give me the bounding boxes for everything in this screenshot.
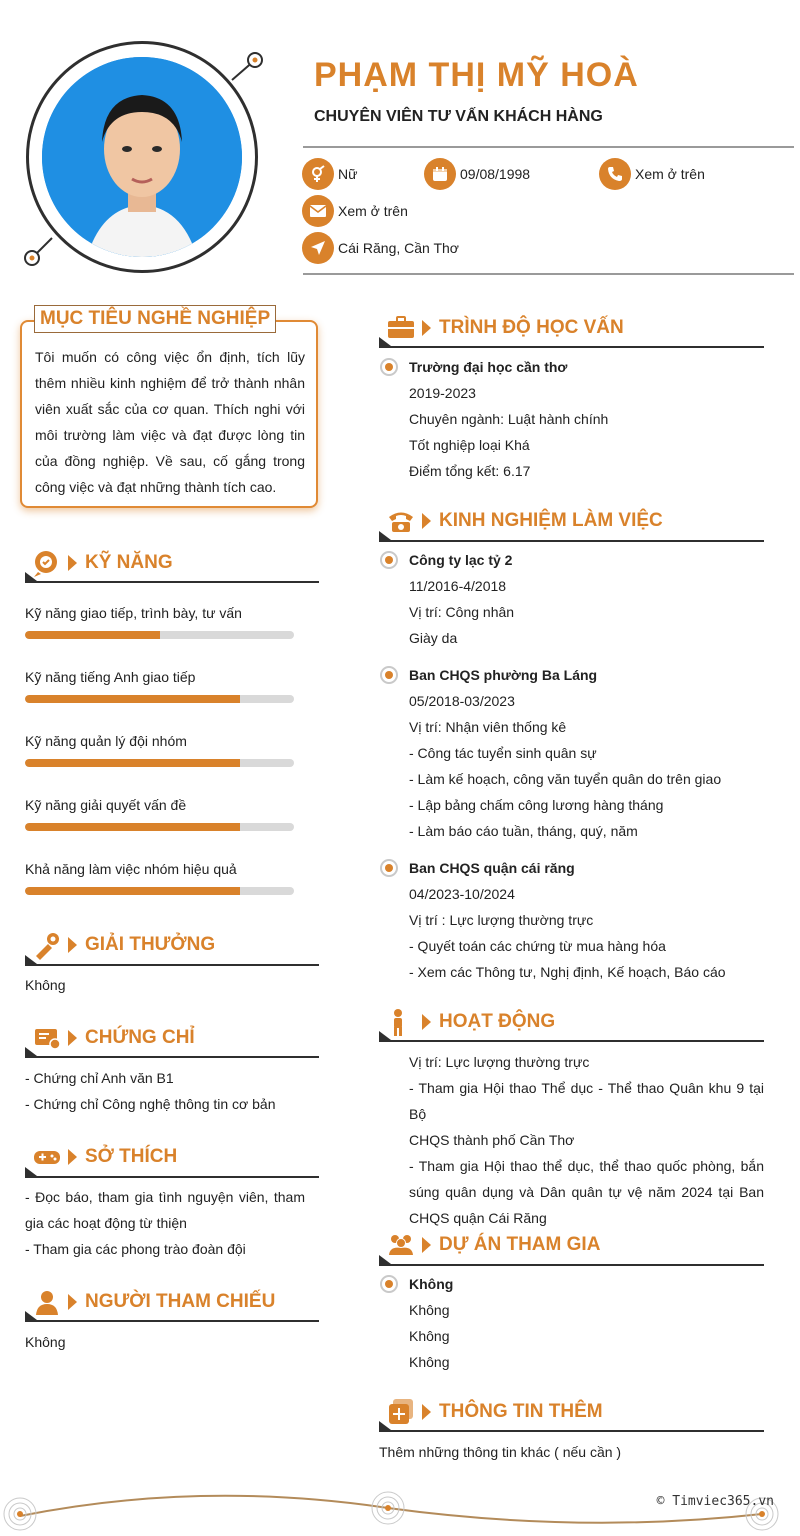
email-value: Xem ở trên: [338, 203, 408, 219]
awards-text: Không: [25, 977, 66, 993]
certificates-line: [25, 1056, 319, 1058]
hobby-line: gia các hoạt động từ thiện: [25, 1215, 187, 1231]
job-line: - Làm báo cáo tuần, tháng, quý, năm: [409, 823, 638, 839]
skill-bar: [25, 759, 294, 767]
hobby-line: - Tham gia các phong trào đoàn đội: [25, 1241, 246, 1257]
experience-header: [386, 506, 663, 536]
extra-line: [379, 1430, 764, 1432]
skill-name: Kỹ năng giải quyết vấn đề: [25, 797, 187, 813]
address-value: Cái Răng, Cần Thơ: [338, 240, 459, 256]
activity-line: súng quân dụng và Dân quân tự vệ năm 2024 tại Ban: [409, 1184, 764, 1200]
job-line: Vị trí: Công nhân: [409, 604, 515, 620]
experience-line: [379, 540, 764, 542]
certificate-item: - Chứng chỉ Công nghệ thông tin cơ bản: [25, 1096, 276, 1112]
company-name: Ban CHQS quận cái răng: [409, 860, 575, 876]
certificates-header: [32, 1023, 195, 1053]
activity-line: Vị trí: Lực lượng thường trực: [409, 1054, 590, 1070]
skill-bar: [25, 823, 294, 831]
project-entry: [409, 1271, 453, 1375]
awards-line: [25, 964, 319, 966]
job-line: - Lập bảng chấm công lương hàng tháng: [409, 797, 664, 813]
gender-icon: [302, 158, 334, 190]
activity-line: CHQS quận Cái Răng: [409, 1210, 547, 1226]
certificates-corner: [25, 1047, 37, 1056]
extra-corner: [379, 1421, 391, 1430]
email-icon: [302, 195, 334, 227]
job-line: - Công tác tuyển sinh quân sự: [409, 745, 597, 761]
extra-header: [386, 1397, 603, 1427]
timeline-bullet: [380, 1275, 398, 1293]
dob-info: [424, 158, 530, 190]
awards-title: GIẢI THƯỞNG: [85, 934, 216, 955]
references-text: Không: [25, 1334, 66, 1350]
skill-name: Khả năng làm việc nhóm hiệu quả: [25, 861, 237, 877]
skill-name: Kỹ năng quản lý đội nhóm: [25, 733, 187, 749]
projects-line: [379, 1264, 764, 1266]
hobbies-line: [25, 1176, 319, 1178]
project-name: Không: [409, 1276, 454, 1292]
location-icon: [302, 232, 334, 264]
gender-info: [302, 158, 357, 190]
references-header: [32, 1287, 275, 1317]
education-header: [386, 313, 624, 343]
gender-value: Nữ: [338, 166, 358, 182]
company-name: Ban CHQS phường Ba Láng: [409, 667, 598, 683]
extra-title: THÔNG TIN THÊM: [439, 1401, 603, 1422]
address-info: [302, 232, 459, 264]
skills-line: [25, 581, 319, 583]
activity-line: CHQS thành phố Cần Thơ: [409, 1132, 575, 1148]
education-line: [379, 346, 764, 348]
timeline-bullet: [380, 859, 398, 877]
references-line: [25, 1320, 319, 1322]
activity-line: - Tham gia Hội thao thể dục, thể thao quốc phòng, bắn: [409, 1158, 764, 1174]
objective-text: Tôi muốn có công việc ổn định, tích lũy thêm nhiều kinh nghiệm để trở thành nhân viên xuất sắc của cơ quan. Thích nghi với môi trường làm việc và đạt được lòng tin của đồng nghiệp. Về sau, cố gắng trong công việc và đạt những thành tích cao.: [35, 349, 305, 495]
dob-value: 09/08/1998: [460, 166, 531, 182]
job-line: - Xem các Thông tư, Nghị định, Kế hoạch, Báo cáo: [409, 964, 726, 980]
avatar: [42, 57, 242, 257]
experience-corner: [379, 531, 391, 540]
references-corner: [25, 1311, 37, 1320]
job-line: - Quyết toán các chứng từ mua hàng hóa: [409, 938, 666, 954]
job-line: Vị trí: Nhận viên thống kê: [409, 719, 567, 735]
projects-header: [386, 1230, 600, 1260]
job-line: Giày da: [409, 630, 458, 646]
hobbies-corner: [25, 1167, 37, 1176]
timeline-bullet: [380, 666, 398, 684]
education-period: 2019-2023: [409, 385, 476, 401]
education-corner: [379, 337, 391, 346]
activities-title: HOẠT ĐỘNG: [439, 1011, 556, 1032]
phone-icon: [599, 158, 631, 190]
timeline-bullet: [380, 551, 398, 569]
candidate-name: PHẠM THỊ MỸ HOÀ: [314, 56, 639, 94]
job-entry: [409, 547, 514, 651]
job-line: - Làm kế hoạch, công văn tuyển quân do trên giao: [409, 771, 722, 787]
project-line: Không: [409, 1354, 450, 1370]
experience-title: KINH NGHIỆM LÀM VIỆC: [439, 510, 663, 531]
skills-title: KỸ NĂNG: [85, 552, 173, 573]
education-title: TRÌNH ĐỘ HỌC VẤN: [439, 317, 624, 338]
education-score: Điểm tổng kết: 6.17: [409, 463, 531, 479]
hobbies-header: [32, 1142, 177, 1172]
email-info: [302, 195, 408, 227]
projects-title: DỰ ÁN THAM GIA: [439, 1234, 601, 1255]
skills-header: [32, 548, 173, 578]
job-period: 11/2016-4/2018: [409, 578, 507, 594]
education-grade: Tốt nghiệp loại Khá: [409, 437, 530, 453]
candidate-position: CHUYÊN VIÊN TƯ VẤN KHÁCH HÀNG: [314, 108, 603, 125]
job-period: 05/2018-03/2023: [409, 693, 515, 709]
certificates-title: CHỨNG CHỈ: [85, 1027, 195, 1048]
skill-name: Kỹ năng giao tiếp, trình bày, tư vấn: [25, 605, 242, 621]
hobbies-title: SỞ THÍCH: [85, 1146, 178, 1167]
awards-corner: [25, 955, 37, 964]
header-rule-top: [303, 146, 794, 148]
awards-header: [32, 930, 215, 960]
education-major: Chuyên ngành: Luật hành chính: [409, 411, 609, 427]
education-entry: [409, 354, 608, 484]
references-title: NGƯỜI THAM CHIẾU: [85, 1291, 276, 1312]
company-name: Công ty lạc tỷ 2: [409, 552, 513, 568]
project-line: Không: [409, 1302, 450, 1318]
calendar-icon: [424, 158, 456, 190]
skill-bar: [25, 887, 294, 895]
header-rule-bottom: [303, 273, 794, 275]
timeline-bullet: [380, 358, 398, 376]
certificate-item: - Chứng chỉ Anh văn B1: [25, 1070, 174, 1086]
activities-line: [379, 1040, 764, 1042]
job-line: Vị trí : Lực lượng thường trực: [409, 912, 594, 928]
phone-value: Xem ở trên: [635, 166, 705, 182]
hobby-line: - Đọc báo, tham gia tình nguyện viên, tham: [25, 1189, 305, 1205]
skills-corner: [25, 572, 37, 581]
skill-name: Kỹ năng tiếng Anh giao tiếp: [25, 669, 196, 685]
activity-line: - Tham gia Hội thao Thể dục - Thể thao Quân khu 9 tại Bộ: [409, 1080, 764, 1122]
activities-header: [386, 1007, 555, 1037]
skill-bar: [25, 631, 294, 639]
copyright: © Timviec365.vn: [656, 1494, 774, 1509]
activities-text: [409, 1049, 764, 1231]
activities-corner: [379, 1031, 391, 1040]
skill-bar: [25, 695, 294, 703]
extra-text: Thêm những thông tin khác ( nếu cần ): [379, 1444, 622, 1460]
objective-title: MỤC TIÊU NGHỀ NGHIỆP: [34, 305, 276, 333]
school-name: Trường đại học cần thơ: [409, 359, 568, 375]
job-entry: [409, 855, 726, 985]
projects-corner: [379, 1255, 391, 1264]
phone-info: [599, 158, 705, 190]
job-entry: [409, 662, 721, 844]
project-line: Không: [409, 1328, 450, 1344]
job-period: 04/2023-10/2024: [409, 886, 515, 902]
